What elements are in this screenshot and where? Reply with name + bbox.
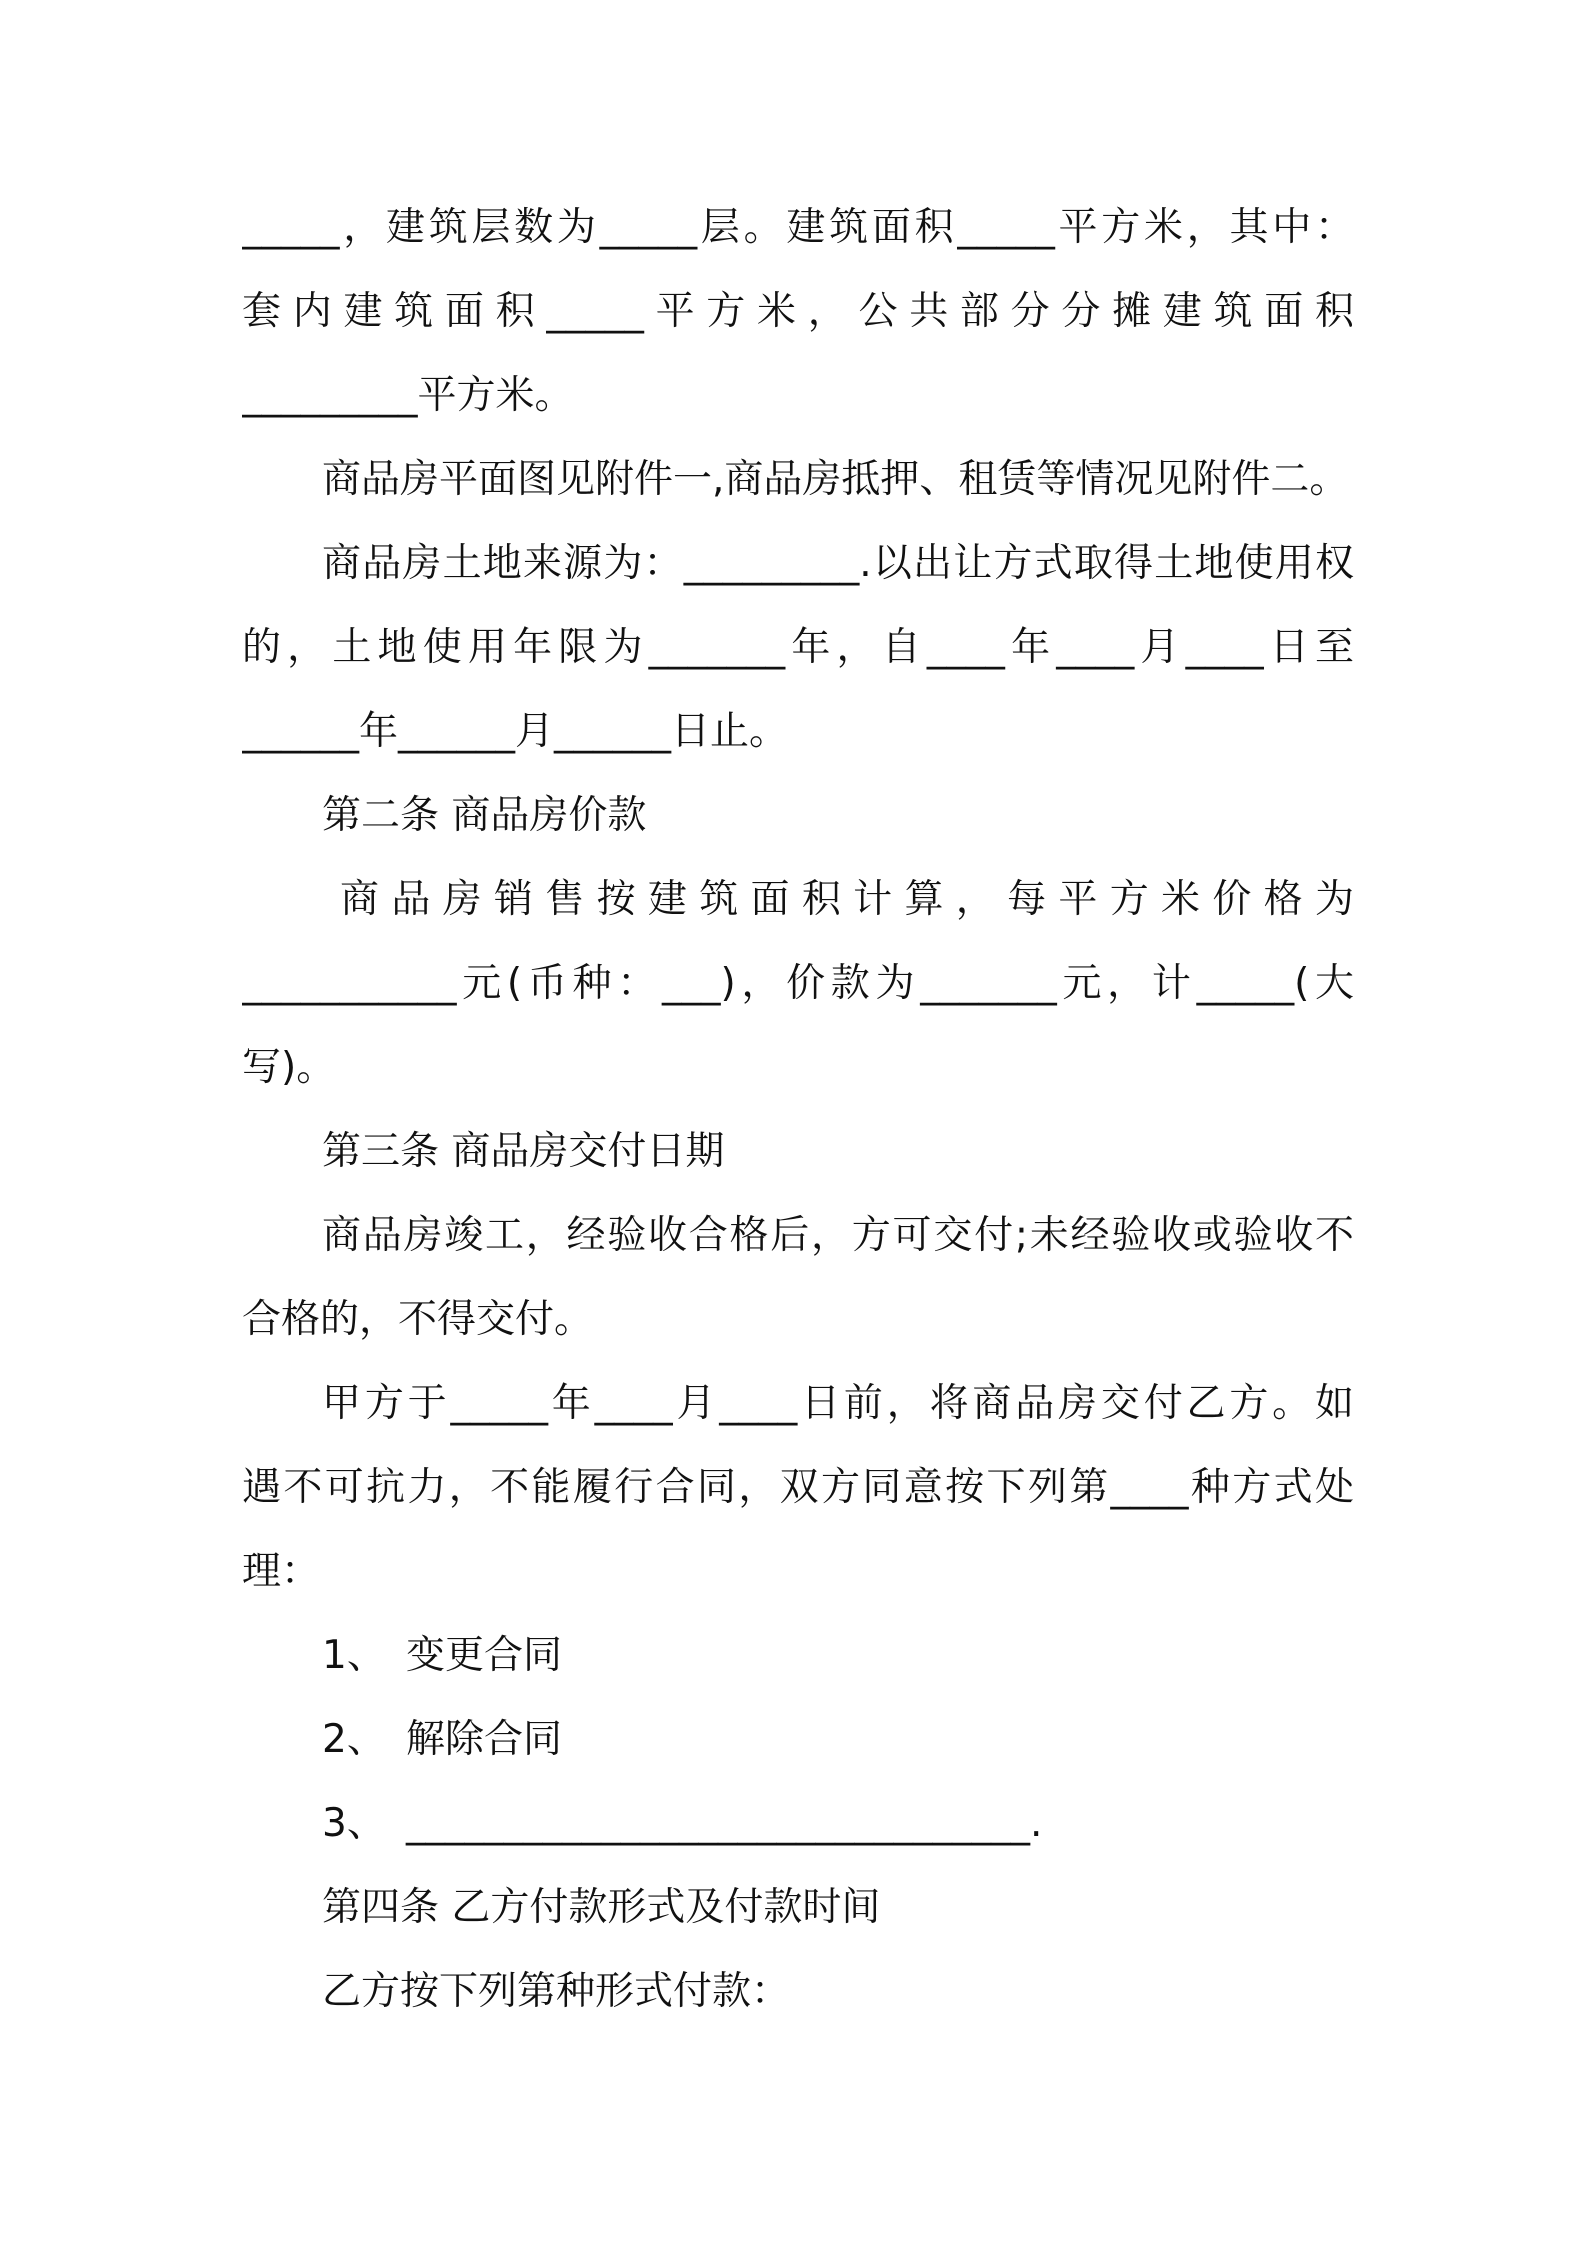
text-line: 合格的，不得交付。 [242,1297,594,1342]
text-line: ______年______月______日止。 [242,709,789,754]
text-line: 商品房竣工，经验收合格后，方可交付;未经验收或验收不 [322,1213,1354,1258]
text-line: ___________元(币种：___)，价款为_______元，计_____(大 [242,961,1354,1006]
list-item-text: 变更合同 [406,1633,563,1678]
text-line: 的，土地使用年限为_______年，自____年____月____日至 [242,625,1354,670]
text-line: 商品房销售按建筑面积计算，每平方米价格为 [340,877,1354,922]
text-line: _____，建筑层数为_____层。建筑面积_____平方米，其中： [242,205,1354,250]
text-line: 理： [242,1549,321,1594]
text-line: _________平方米。 [242,373,574,418]
list-item-number: 2、 [322,1717,386,1762]
list-item [322,1712,562,1768]
section-heading: 第二条 商品房价款 [322,793,647,838]
list-item-text: ________________________________. [406,1801,1043,1846]
list-item [322,1628,562,1684]
text-line: 商品房平面图见附件一,商品房抵押、租赁等情况见附件二。 [322,457,1349,502]
text-line: 商品房土地来源为：_________.以出让方式取得土地使用权 [322,541,1354,586]
text-line: 乙方按下列第种形式付款： [322,1969,791,2014]
text-line: 遇不可抗力，不能履行合同，双方同意按下列第____种方式处 [242,1465,1354,1510]
list-item [322,1796,1042,1852]
text-line: 甲方于_____年____月____日前，将商品房交付乙方。如 [322,1381,1354,1426]
section-heading: 第三条 商品房交付日期 [322,1129,725,1174]
text-line: 套内建筑面积_____平方米，公共部分分摊建筑面积 [242,289,1354,334]
list-item-number: 1、 [322,1633,386,1678]
section-heading: 第四条 乙方付款形式及付款时间 [322,1885,881,1930]
list-item-number: 3、 [322,1801,386,1846]
list-item-text: 解除合同 [406,1717,563,1762]
text-line: 写)。 [242,1045,336,1090]
